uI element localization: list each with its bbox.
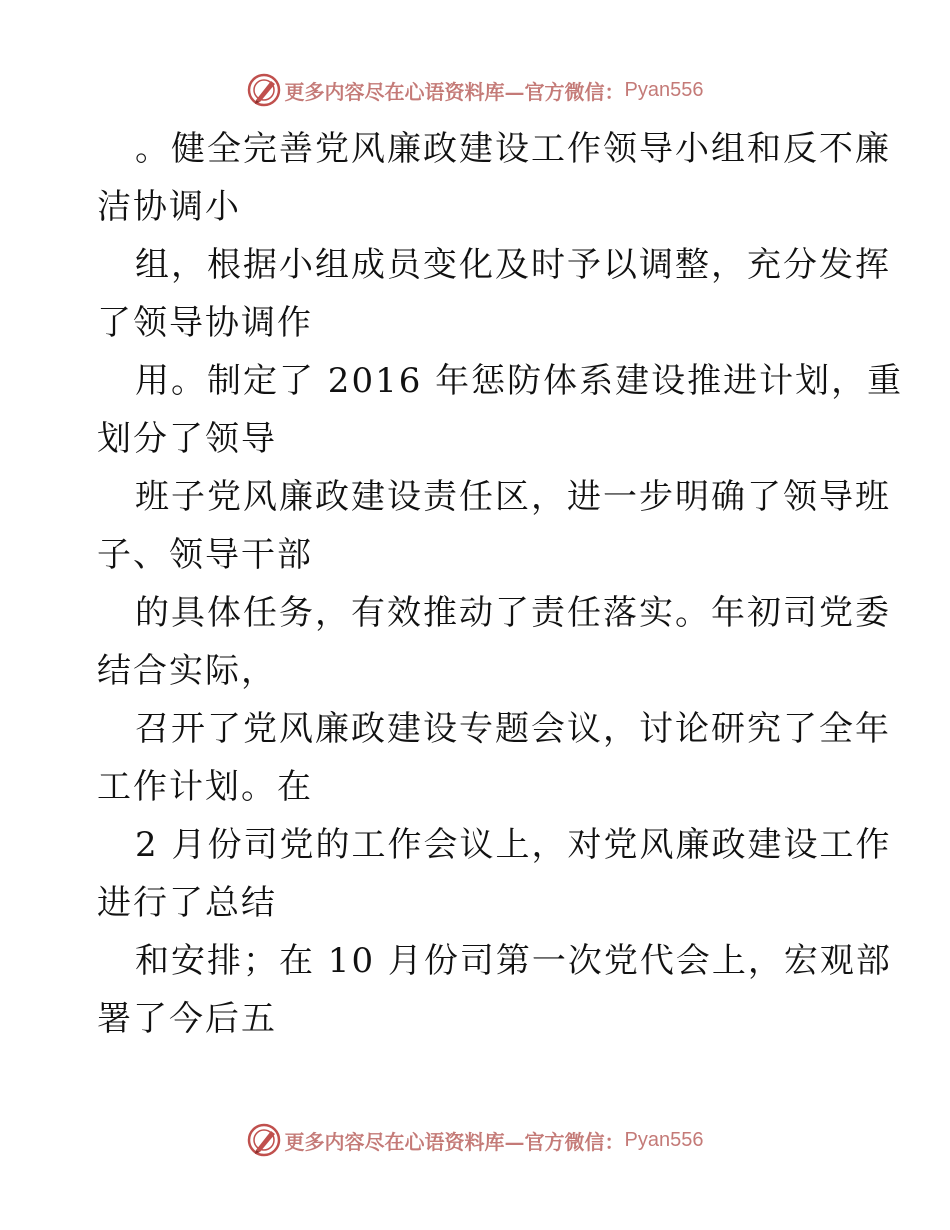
paragraph-line: 。健全完善党风廉政建设工作领导小组和反不廉 [135, 129, 891, 169]
paragraph [97, 352, 904, 468]
watermark-text: 更多内容尽在心语资料库—官方微信： [284, 1129, 625, 1154]
paragraph [97, 932, 892, 1048]
paragraph [97, 584, 891, 700]
paragraph-line-wrap: 进行了总结 [97, 883, 277, 923]
paragraph-line: 组，根据小组成员变化及时予以调整，充分发挥 [135, 245, 891, 285]
header-watermark [0, 70, 950, 110]
document-body [97, 120, 904, 1048]
paragraph [97, 816, 892, 932]
paragraph-line-wrap: 洁协调小 [97, 187, 241, 227]
paragraph-line-wrap: 署了今后五 [97, 999, 277, 1039]
watermark-wechat-id: Pyan556 [624, 78, 704, 101]
paragraph-line-wrap: 划分了领导 [97, 419, 277, 459]
paragraph [97, 700, 891, 816]
footer-watermark [0, 1120, 950, 1160]
paragraph-line: 2 月份司党的工作会议上，对党风廉政建设工作 [135, 825, 892, 865]
paragraph [97, 468, 891, 584]
paragraph-line: 用。制定了 2016 年惩防体系建设推进计划，重 [135, 361, 904, 401]
pen-logo-icon [247, 73, 281, 107]
paragraph-line: 和安排；在 10 月份司第一次党代会上，宏观部 [135, 941, 892, 981]
watermark-text: 更多内容尽在心语资料库—官方微信： [284, 79, 625, 104]
paragraph-line-wrap: 子、领导干部 [97, 535, 313, 575]
paragraph-line: 召开了党风廉政建设专题会议，讨论研究了全年 [135, 709, 891, 749]
paragraph [97, 236, 891, 352]
pen-logo-icon [247, 1123, 281, 1157]
watermark-wechat-id: Pyan556 [624, 1128, 704, 1151]
paragraph-line: 班子党风廉政建设责任区，进一步明确了领导班 [135, 477, 891, 517]
paragraph-line: 的具体任务，有效推动了责任落实。年初司党委 [135, 593, 891, 633]
paragraph-line-wrap: 结合实际， [97, 651, 277, 691]
paragraph [97, 120, 891, 236]
paragraph-line-wrap: 工作计划。在 [97, 767, 313, 807]
paragraph-line-wrap: 了领导协调作 [97, 303, 313, 343]
